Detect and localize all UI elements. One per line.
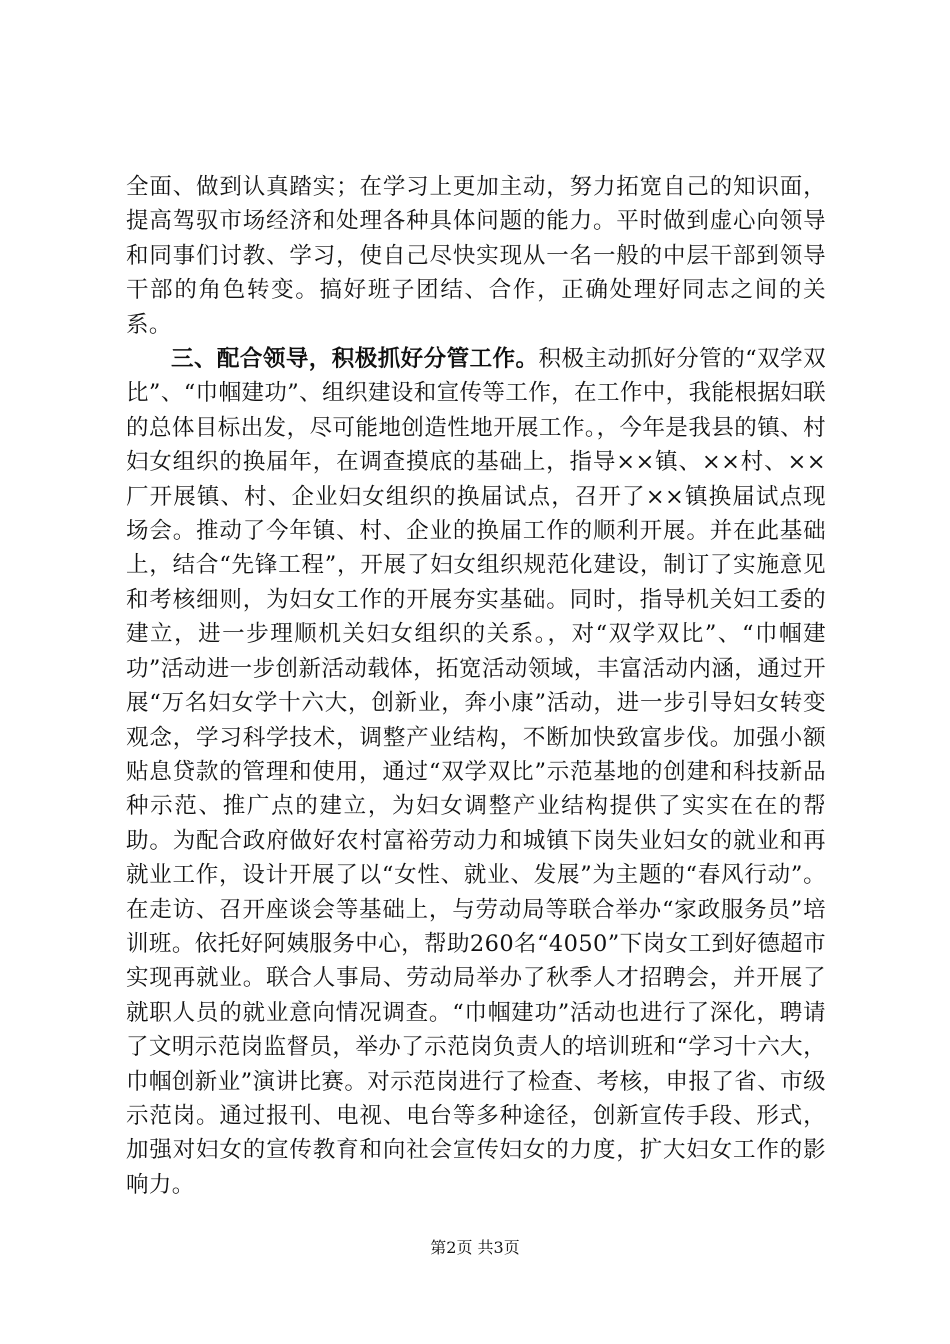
section-three-paragraph xyxy=(126,342,826,1202)
section-three-body: 积极主动抓好分管的“双学双比”、“巾帼建功”、组织建设和宣传等工作，在工作中，我能根据妇联的总体目标出发，尽可能地创造性地开展工作。，今年是我县的镇、村妇女组织的换届年，在调查摸底的基础上，指导××镇、××村、××厂开展镇、村、企业妇女组织的换届试点，召开了××镇换届试点现场会。推动了今年镇、村、企业的换届工作的顺利开展。并在此基础上，结合“先锋工程”，开展了妇女组织规范化建设，制订了实施意见和考核细则，为妇女工作的开展夯实基础。同时，指导机关妇工委的建立，进一步理顺机关妇女组织的关系。，对“双学双比”、“巾帼建功”活动进一步创新活动载体，拓宽活动领域，丰富活动内涵，通过开展“万名妇女学十六大，创新业，奔小康”活动，进一步引导妇女转变观念，学习科学技术，调整产业结构，不断加快致富步伐。加强小额贴息贷款的管理和使用，通过“双学双比”示范基地的创建和科技新品种示范、推广点的建立，为妇女调整产业结构提供了实实在在的帮助。为配合政府做好农村富裕劳动力和城镇下岗失业妇女的就业和再就业工作，设计开展了以“女性、就业、发展”为主题的“春风行动”。在走访、召开座谈会等基础上，与劳动局等联合举办“家政服务员”培训班。依托好阿姨服务中心，帮助260名“4050”下岗女工到好德超市实现再就业。联合人事局、劳动局举办了秋季人才招聘会，并开展了就职人员的就业意向情况调查。“巾帼建功”活动也进行了深化，聘请了文明示范岗监督员，举办了示范岗负责人的培训班和“学习十六大，巾帼创新业”演讲比赛。对示范岗进行了检查、考核，申报了省、市级示范岗。通过报刊、电视、电台等多种途径，创新宣传手段、形式，加强对妇女的宣传教育和向社会宣传妇女的力度，扩大妇女工作的影响力。 xyxy=(126,346,826,1198)
paragraph-continuation: 全面、做到认真踏实；在学习上更加主动，努力拓宽自己的知识面，提高驾驭市场经济和处理各种具体问题的能力。平时做到虚心向领导和同事们讨教、学习，使自己尽快实现从一名一般的中层干部到领导干部的角色转变。搞好班子团结、合作，正确处理好同志之间的关系。 xyxy=(126,174,826,338)
document-body xyxy=(126,170,826,1202)
page-number-footer: 第2页 共3页 xyxy=(430,1238,520,1257)
section-three-heading: 三、配合领导，积极抓好分管工作。 xyxy=(171,346,539,373)
